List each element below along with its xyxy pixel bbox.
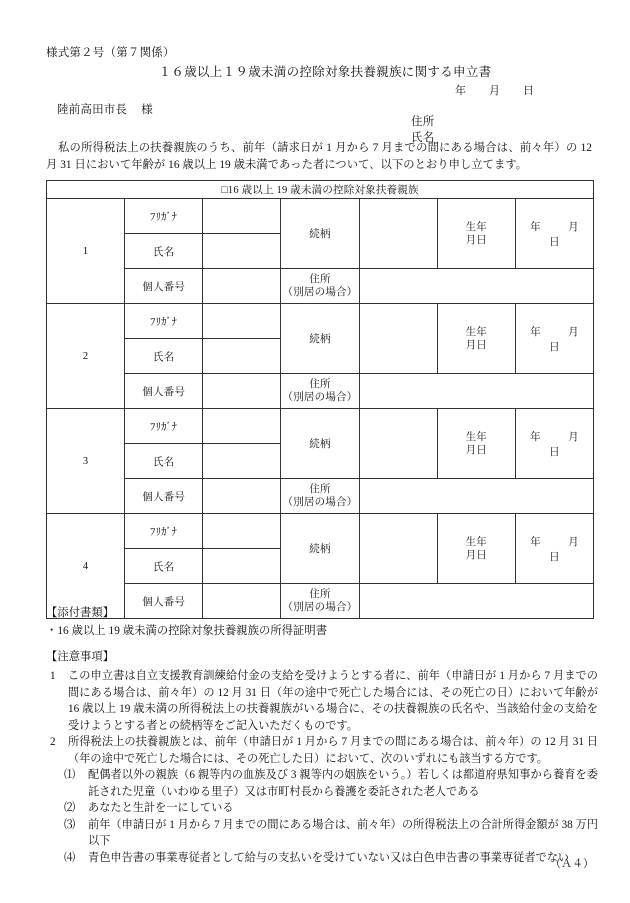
furigana-label: ﾌﾘｶﾞﾅ (125, 514, 203, 549)
table-row (47, 199, 594, 234)
date-day-label: 日 (522, 85, 535, 97)
birth-date-label (437, 409, 515, 479)
dependents-table (46, 180, 594, 619)
furigana-label: ﾌﾘｶﾞﾅ (125, 409, 203, 444)
address-label-line1: 住所 (309, 589, 331, 600)
birth-date-label-line1: 生年 (465, 536, 487, 548)
address-label (281, 479, 359, 514)
table-row (47, 269, 594, 304)
date-year-label: 年 (455, 85, 467, 97)
relationship-value[interactable] (359, 304, 437, 374)
birth-day-label: 日 (549, 341, 560, 353)
note-text: この申立書は自立支援教育訓練給付金の支給を受けようとする者に、前年（申請日が 1 月から 7 月までの間にある場合は、前々年）の 12 月 31 日（年の途中で死亡した場合には、その死亡の日）において年齢が 16 歳以上 19 歳未満の所得税法上の扶養親族がいる場合に、その扶養親族の氏名や、当該給付金の支給を受けようとする者との続柄等をご記入いただくものです。 (68, 670, 598, 732)
birth-date-label (437, 304, 515, 374)
applicant-name-label: 氏名 (411, 132, 435, 144)
my-number-value[interactable] (203, 479, 281, 514)
address-label-line2: （別居の場合） (282, 497, 358, 508)
note-sub-item (64, 817, 598, 850)
note-sub-number: ⑵ (64, 802, 76, 814)
my-number-label: 個人番号 (125, 374, 203, 409)
note-sub-number: ⑶ (64, 818, 76, 831)
address-label-line2: （別居の場合） (282, 392, 358, 403)
table-row (47, 514, 594, 549)
table-row (47, 409, 594, 444)
my-number-label: 個人番号 (125, 269, 203, 304)
birth-month-label: 月 (568, 536, 579, 548)
address-label-line1: 住所 (309, 379, 331, 390)
address-value[interactable] (359, 269, 593, 304)
row-index: 3 (47, 409, 125, 514)
note-sub-item (64, 767, 598, 800)
note-sub-item (64, 800, 598, 817)
address-label-line2: （別居の場合） (282, 287, 358, 298)
row-index: 1 (47, 199, 125, 304)
attachment-item: ・16 歳以上 19 歳未満の控除対象扶養親族の所得証明書 (46, 625, 328, 637)
attachments-title: 【添付書類】 (46, 607, 115, 619)
birth-day-label: 日 (549, 236, 560, 248)
relationship-label: 続柄 (281, 199, 359, 269)
address-value[interactable] (359, 374, 593, 409)
birth-date-label (437, 199, 515, 269)
name-value[interactable] (203, 444, 281, 479)
date-month-label: 月 (488, 85, 501, 97)
name-value[interactable] (203, 549, 281, 584)
birth-date-label-line2: 月日 (465, 234, 487, 246)
date-entry-line (455, 82, 534, 98)
my-number-label: 個人番号 (125, 584, 203, 619)
address-label-line1: 住所 (309, 484, 331, 495)
relationship-value[interactable] (359, 409, 437, 479)
my-number-label: 個人番号 (125, 479, 203, 514)
birth-date-value[interactable] (515, 409, 593, 479)
birth-date-label-line2: 月日 (465, 444, 487, 456)
my-number-value[interactable] (203, 269, 281, 304)
address-label (281, 374, 359, 409)
notes-section (46, 668, 598, 866)
birth-day-label: 日 (549, 446, 560, 458)
name-label: 氏名 (125, 444, 203, 479)
note-sub-text: 青色申告書の事業専従者として給与の支払いを受けていない又は白色申告書の事業専従者でない (88, 851, 570, 864)
name-label: 氏名 (125, 549, 203, 584)
birth-date-ymd (516, 324, 593, 354)
paper-size-label: （Ａ４） (550, 858, 594, 870)
birth-date-ymd (516, 429, 593, 459)
relationship-value[interactable] (359, 199, 437, 269)
note-text: 所得税法上の扶養親族とは、前年（申請日が 1 月から 7 月までの間にある場合は、前々年）の 12 月 31 日（年の途中で死亡した場合には、その死亡した日）において、次のいずれにも該当する方です。 (68, 736, 598, 765)
note-item (46, 734, 598, 767)
table-checkbox-header-row (47, 181, 594, 199)
my-number-value[interactable] (203, 374, 281, 409)
furigana-label: ﾌﾘｶﾞﾅ (125, 304, 203, 339)
addressee-honorific: 様 (141, 104, 153, 116)
addressee-line (57, 101, 153, 117)
address-label (281, 269, 359, 304)
birth-date-label-line1: 生年 (465, 431, 487, 443)
furigana-value[interactable] (203, 304, 281, 339)
relationship-label: 続柄 (281, 409, 359, 479)
note-number: 2 (50, 736, 56, 748)
table-row (47, 479, 594, 514)
birth-date-label-line2: 月日 (465, 549, 487, 561)
lead-paragraph: 私の所得税法上の扶養親族のうち、前年（請求日が 1 月から 7 月までの間にある場合は、前々年）の 12 月 31 日において年齢が 16 歳以上 19 歳未満であった者について、以下のとおり申し立てます。 (46, 142, 592, 171)
checkbox-header-cell[interactable]: □16 歳以上 19 歳未満の控除対象扶養親族 (47, 181, 594, 199)
dependents-table-wrapper (46, 180, 594, 619)
birth-year-label: 年 (530, 536, 541, 548)
addressee-name: 陸前高田市長 (57, 104, 128, 116)
attachments-section (46, 604, 594, 638)
note-sub-text: 前年（申請日が 1 月から 7 月までの間にある場合は、前々年）の所得税法上の合計所得金額が 38 万円以下 (88, 818, 598, 847)
birth-date-ymd (516, 534, 593, 564)
birth-year-label: 年 (530, 221, 541, 233)
name-label: 氏名 (125, 339, 203, 374)
table-row (47, 304, 594, 339)
birth-date-ymd (516, 219, 593, 249)
name-label: 氏名 (125, 234, 203, 269)
birth-date-label (437, 514, 515, 584)
birth-year-label: 年 (530, 326, 541, 338)
birth-date-value[interactable] (515, 304, 593, 374)
note-sub-text: 配偶者以外の親族（6 親等内の血族及び 3 親等内の姻族をいう。）若しくは都道府県知事から養育を委託された児童（いわゆる里子）又は市町村長から養護を委託された老人である (88, 769, 598, 798)
relationship-label: 続柄 (281, 514, 359, 584)
note-sub-text: あなたと生計を一にしている (88, 802, 234, 814)
applicant-address-label: 住所 (411, 116, 435, 128)
table-row (47, 374, 594, 409)
furigana-value[interactable] (203, 409, 281, 444)
birth-date-label-line2: 月日 (465, 339, 487, 351)
address-value[interactable] (359, 479, 593, 514)
furigana-label: ﾌﾘｶﾞﾅ (125, 199, 203, 234)
furigana-value[interactable] (203, 514, 281, 549)
name-value[interactable] (203, 234, 281, 269)
note-item (46, 668, 598, 734)
note-sub-number: ⑴ (64, 769, 76, 781)
notes-title: 【注意事項】 (46, 651, 115, 663)
form-number: 様式第２号（第７関係） (46, 47, 175, 59)
birth-date-value[interactable] (515, 199, 593, 269)
birth-month-label: 月 (568, 326, 579, 338)
birth-month-label: 月 (568, 431, 579, 443)
birth-date-value[interactable] (515, 514, 593, 584)
birth-month-label: 月 (568, 221, 579, 233)
row-index: 2 (47, 304, 125, 409)
note-number: 1 (50, 670, 56, 682)
furigana-value[interactable] (203, 199, 281, 234)
note-sub-list (64, 767, 598, 866)
relationship-value[interactable] (359, 514, 437, 584)
document-title: １６歳以上１９歳未満の控除対象扶養親族に関する申立書 (158, 65, 492, 79)
notes-title-wrap (46, 648, 594, 664)
birth-year-label: 年 (530, 431, 541, 443)
birth-date-label-line1: 生年 (465, 326, 487, 338)
birth-day-label: 日 (549, 551, 560, 563)
name-value[interactable] (203, 339, 281, 374)
address-label-line2: （別居の場合） (282, 602, 358, 613)
relationship-label: 続柄 (281, 304, 359, 374)
row-index: 4 (47, 514, 125, 619)
birth-date-label-line1: 生年 (465, 221, 487, 233)
address-label-line1: 住所 (309, 274, 331, 285)
note-sub-number: ⑷ (64, 851, 76, 864)
